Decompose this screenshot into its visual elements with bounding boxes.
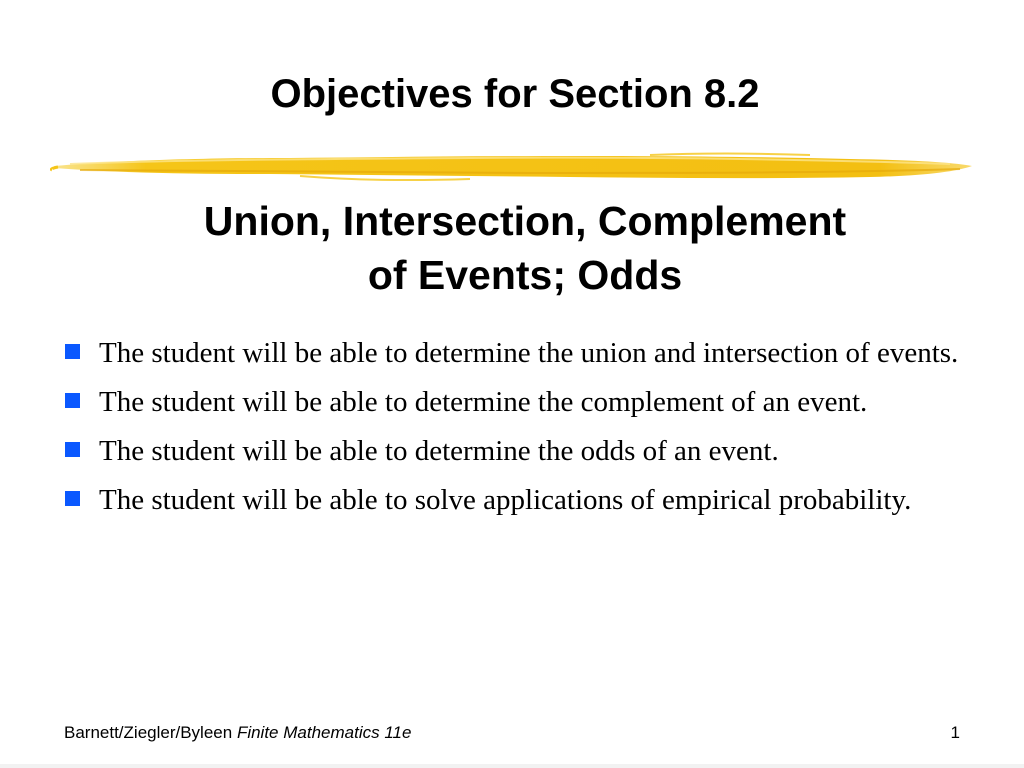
objectives-list [62,333,962,529]
slide-subtitle [92,194,958,302]
objective-item [62,480,962,520]
bottom-edge-strip [0,764,1024,768]
objective-text: The student will be able to determine the complement of an event. [99,386,868,418]
footer-citation [64,722,411,744]
subtitle-line-1: Union, Intersection, Complement [203,198,847,244]
slide-title: Objectives for Section 8.2 [270,72,760,116]
objective-text: The student will be able to determine the union and intersection of events. [99,337,959,369]
footer-authors: Barnett/Ziegler/Byleen [64,723,233,742]
objective-item [62,382,962,422]
blue-square-bullet-icon [65,491,80,506]
page-number: 1 [950,723,960,742]
objective-text: The student will be able to determine the odds of an event. [99,435,779,467]
objective-text: The student will be able to solve applications of empirical probability. [99,484,912,516]
blue-square-bullet-icon [65,393,80,408]
objective-item [62,431,962,471]
yellow-brush-stroke-divider [50,146,976,186]
subtitle-line-2: of Events; Odds [367,252,683,298]
blue-square-bullet-icon [65,442,80,457]
blue-square-bullet-icon [65,344,80,359]
footer-book-title: Finite Mathematics 11e [236,723,412,742]
objective-item [62,333,962,373]
